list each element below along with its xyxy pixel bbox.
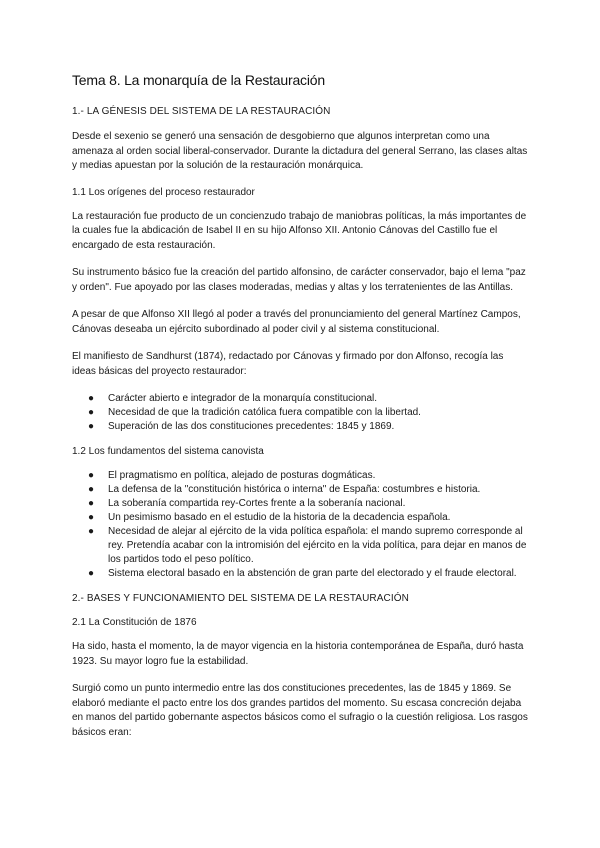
list-item-text: Carácter abierto e integrador de la monarquía constitucional. <box>108 393 378 404</box>
list-item-text: Necesidad de alejar al ejército de la vida política española: el mando supremo corresponde al rey. Pretendía acabar con la intromisión del ejército en la vida política, para dejar en manos de los partidos todo el peso político. <box>108 526 527 565</box>
bullet-icon: ● <box>88 393 95 404</box>
section-2-1-paragraph-1: Ha sido, hasta el momento, la de mayor vigencia en la historia contemporánea de España, duró hasta 1923. Su mayor logro fue la estabilidad. <box>72 641 524 667</box>
section-1-1-heading: 1.1 Los orígenes del proceso restaurador <box>72 186 255 198</box>
bullet-icon: ● <box>88 498 95 509</box>
list-item <box>72 525 528 567</box>
section-1-1-paragraph-1: La restauración fue producto de un concienzudo trabajo de maniobras políticas, la más importantes de la cuales fue la abdicación de Isabel II en su hijo Alfonso XII. Antonio Cánovas del Castillo fue el encargado de esta restauración. <box>72 210 527 251</box>
list-item-text: Necesidad de que la tradición católica fuera compatible con la libertad. <box>108 407 421 418</box>
list-item <box>72 469 528 483</box>
list-item <box>72 392 528 406</box>
bullet-icon: ● <box>88 512 95 523</box>
list-item <box>72 497 528 511</box>
section-1-1-paragraph-4: El manifiesto de Sandhurst (1874), redactado por Cánovas y firmado por don Alfonso, recogía las ideas básicas del proyecto restaurador: <box>72 351 504 377</box>
list-item-text: La soberanía compartida rey-Cortes frente a la soberanía nacional. <box>108 498 406 509</box>
section-2-heading: 2.- BASES Y FUNCIONAMIENTO DEL SISTEMA DE LA RESTAURACIÓN <box>72 593 409 604</box>
list-item <box>72 567 528 581</box>
list-item-text: El pragmatismo en política, alejado de posturas dogmáticas. <box>108 470 376 481</box>
list-item-text: Superación de las dos constituciones precedentes: 1845 y 1869. <box>108 421 395 432</box>
section-2-1-paragraph-2: Surgió como un punto intermedio entre las dos constituciones precedentes, las de 1845 y 1869. Se elaboró mediante el pacto entre los dos grandes partidos del momento. Su escasa concreción dejaba en manos del partido gobernante aspectos básicos como el sufragio o la cuestión religiosa. Los rasgos básicos eran: <box>72 683 528 738</box>
list-item <box>72 511 528 525</box>
sandhurst-ideas-list <box>72 392 528 434</box>
section-1-paragraph-1: Desde el sexenio se generó una sensación de desgobierno que algunos interpretan como una amenaza al orden social liberal-conservador. Durante la dictadura del general Serrano, las clases altas y medias apuestan por la solución de la restauración monárquica. <box>72 131 528 171</box>
section-1-heading: 1.- LA GÉNESIS DEL SISTEMA DE LA RESTAURACIÓN <box>72 106 331 117</box>
bullet-icon: ● <box>88 526 95 537</box>
bullet-icon: ● <box>88 407 95 418</box>
bullet-icon: ● <box>88 470 95 481</box>
bullet-icon: ● <box>88 421 95 432</box>
bullet-icon: ● <box>88 568 95 579</box>
list-item <box>72 406 528 420</box>
list-item-text: Un pesimismo basado en el estudio de la historia de la decadencia española. <box>108 512 451 523</box>
section-1-1-paragraph-3: A pesar de que Alfonso XII llegó al poder a través del pronunciamiento del general Martínez Campos, Cánovas deseaba un ejército subordinado al poder civil y al sistema constitucional. <box>72 309 521 335</box>
document-title: Tema 8. La monarquía de la Restauración <box>72 72 325 88</box>
list-item-text: Sistema electoral basado en la abstención de gran parte del electorado y el fraude electoral. <box>108 568 517 579</box>
list-item-text: La defensa de la "constitución histórica o interna" de España: costumbres e historia. <box>108 484 481 495</box>
canovista-foundations-list <box>72 469 528 581</box>
section-1-1-paragraph-2: Su instrumento básico fue la creación del partido alfonsino, de carácter conservador, bajo el lema "paz y orden". Fue apoyado por las clases moderadas, medias y altas y los terratenientes de las Antillas. <box>72 267 526 293</box>
section-1-2-heading: 1.2 Los fundamentos del sistema canovista <box>72 446 264 457</box>
section-2-1-heading: 2.1 La Constitución de 1876 <box>72 617 197 628</box>
list-item <box>72 420 528 434</box>
bullet-icon: ● <box>88 484 95 495</box>
list-item <box>72 483 528 497</box>
